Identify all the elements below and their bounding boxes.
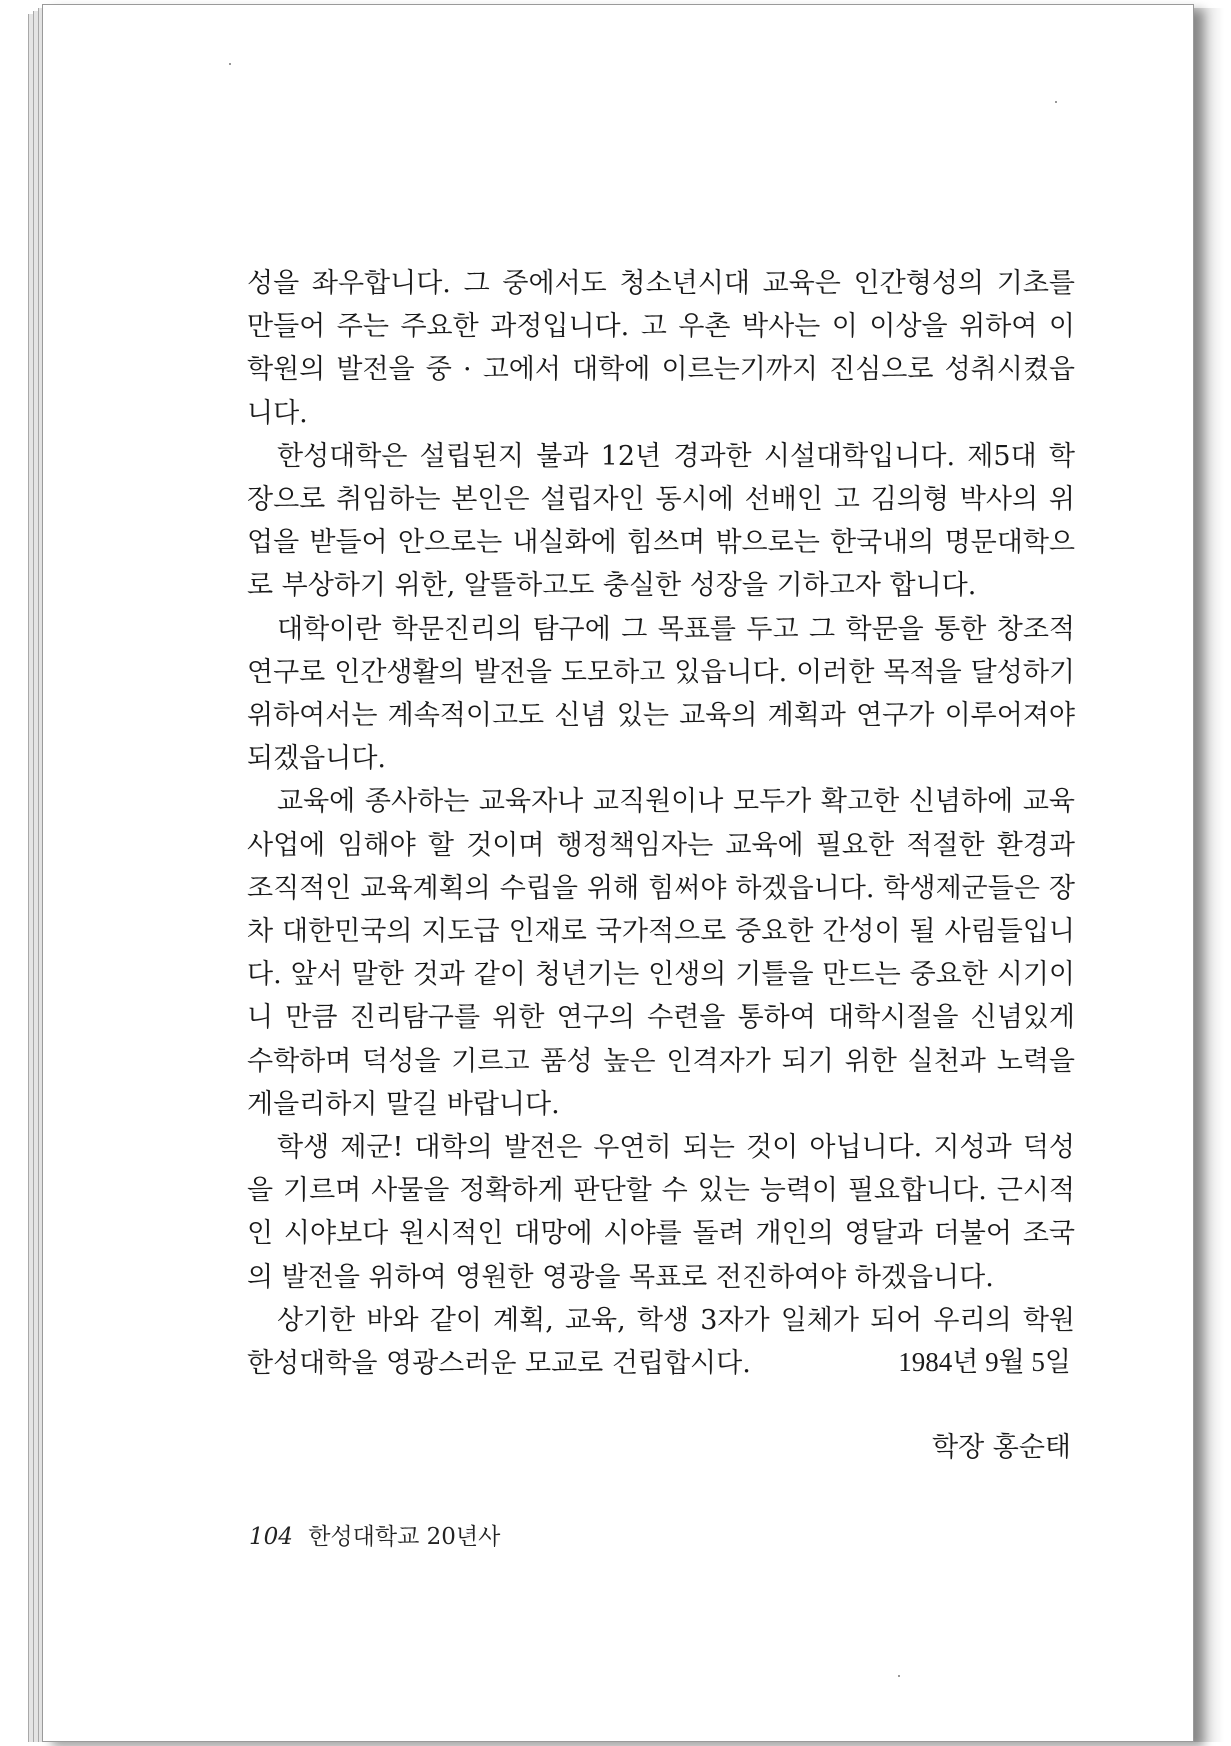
scan-speck (1055, 101, 1057, 103)
paragraph: 성을 좌우합니다. 그 중에서도 청소년시대 교육은 인간형성의 기초를 만들어 주는 주요한 과정입니다. 고 우촌 박사는 이 이상을 위하여 이 학원의 발전을 중 · 고에서 대학에 이르는기까지 진심으로 성취시켰읍니다. (247, 268, 1075, 429)
paragraph: 한성대학은 설립된지 불과 12년 경과한 시설대학입니다. 제5대 학장으로 취임하는 본인은 설립자인 동시에 선배인 고 김의형 박사의 위업을 받들어 안으로는 내실화에 힘쓰며 밖으로는 한국내의 명문대학으로 부상하기 위한, 알뜰하고도 충실한 성장을 기하고자 합니다. (247, 440, 1075, 602)
paragraph: 대학이란 학문진리의 탐구에 그 목표를 두고 그 학문을 통한 창조적 연구로 인간생활의 발전을 도모하고 있읍니다. 이러한 목적을 달성하기 위하여서는 계속적이고도 신념 있는 교육의 계획과 연구가 이루어져야 되겠읍니다. (247, 613, 1075, 775)
paragraph: 학생 제군! 대학의 발전은 우연히 되는 것이 아닙니다. 지성과 덕성을 기르며 사물을 정확하게 판단할 수 있는 능력이 필요합니다. 근시적인 시야보다 원시적인 대망에 시야를 돌려 개인의 영달과 더불어 조국의 발전을 위하여 영원한 영광을 목표로 전진하여야 하겠읍니다. (247, 1132, 1075, 1293)
page-number: 104 (249, 1524, 293, 1550)
closing-date: 1984년 9월 5일 (898, 1347, 1071, 1377)
paragraph: 교육에 종사하는 교육자나 교직원이나 모두가 확고한 신념하에 교육사업에 임해야 할 것이며 행정책임자는 교육에 필요한 적절한 환경과 조직적인 교육계획의 수립을 위해 힘써야 하겠읍니다. 학생제군들은 장차 대한민국의 지도급 인재로 국가적으로 중요한 간성이 될 사림들입니다. 앞서 말한 것과 같이 청년기는 인생의 기틀을 만드는 중요한 시기이니 만큼 진리탐구를 위한 연구의 수련을 통하여 대학시절을 신념있게 수학하며 덕성을 기르고 품성 높은 인격자가 되기 위한 실천과 노력을 게을리하지 말길 바랍니다. (247, 786, 1075, 1120)
page-shadow (1194, 8, 1224, 1742)
body-text (247, 262, 1075, 1385)
signature: 학장 홍순태 (932, 1432, 1071, 1463)
page-footer (249, 1518, 500, 1551)
book-title: 한성대학교 20년사 (308, 1524, 501, 1550)
paragraph: 상기한 바와 같이 계획, 교육, 학생 3자가 일체가 되어 우리의 학원 한성대학을 영광스러운 모교로 건립합시다. (247, 1304, 1075, 1380)
scan-speck (229, 63, 231, 65)
scan-speck (898, 1675, 900, 1677)
